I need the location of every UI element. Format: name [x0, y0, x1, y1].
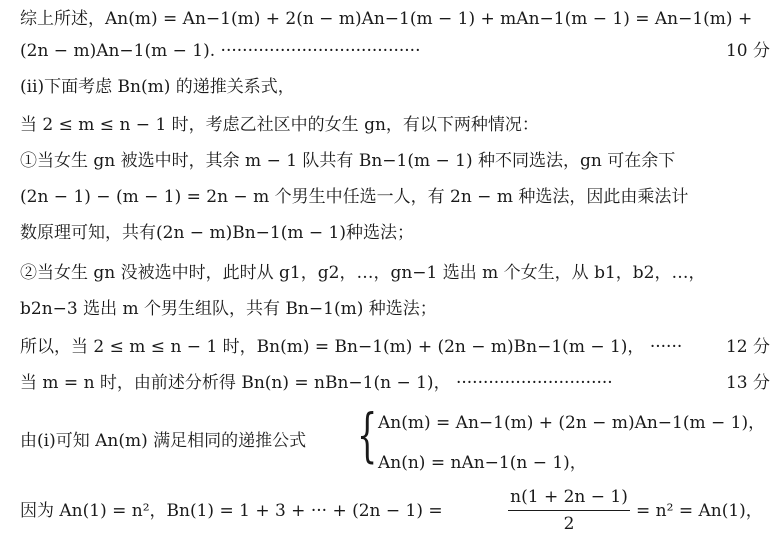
text-line-case-2: ②当女生 gn 没被选中时，此时从 g1，g2，…，gn−1 选出 m 个女生，从 b1，b2，…，	[20, 263, 706, 283]
fraction-denominator: 2	[563, 514, 575, 534]
system-brace: {	[357, 401, 378, 469]
text-line-boundary: 当 m = n 时，由前述分析得 Bn(n) = nBn−1(n − 1)， ·····························	[20, 373, 613, 393]
fraction-numerator: n(1 + 2n − 1)	[510, 487, 628, 507]
fraction-bar	[508, 510, 630, 511]
text-line-summary: 综上所述，An(m) = An−1(m) + 2(n − m)An−1(m − 1) + mAn−1(m − 1) = An−1(m) +	[20, 9, 753, 29]
text-line-case-range: 当 2 ≤ m ≤ n − 1 时，考虑乙社区中的女生 gn，有以下两种情况：	[20, 115, 539, 135]
score-12: 12 分	[725, 337, 770, 357]
text-line-initial: 因为 An(1) = n²，Bn(1) = 1 + 3 + ··· + (2n − 1) =	[20, 501, 443, 521]
fraction	[508, 486, 630, 534]
text-line-part-ii: (ⅱ)下面考虑 Bn(m) 的递推关系式，	[20, 77, 295, 97]
text-line-case-1-cont: (2n − 1) − (m − 1) = 2n − m 个男生中任选一人，有 2n − m 种选法，因此由乘法计	[20, 187, 689, 207]
text-line-compare-lead: 由(ⅰ)可知 An(m) 满足相同的递推公式	[20, 431, 307, 451]
system-equation-1: An(m) = An−1(m) + (2n − m)An−1(m − 1)，	[378, 413, 766, 433]
text-line-case-2-cont: b2n−3 选出 m 个男生组队，共有 Bn−1(m) 种选法；	[20, 299, 437, 319]
system-equation-2: An(n) = nAn−1(n − 1)，	[378, 453, 587, 473]
text-line-case-1: ①当女生 gn 被选中时，其余 m − 1 队共有 Bn−1(m − 1) 种不同选法，gn 可在余下	[20, 151, 676, 171]
text-line-recurrence-a: (2n − m)An−1(m − 1). ·····································	[20, 41, 421, 61]
score-10: 10 分	[725, 41, 770, 61]
text-line-case-1-result: 数原理可知，共有(2n − m)Bn−1(m − 1)种选法；	[20, 223, 414, 243]
score-13: 13 分	[725, 373, 770, 393]
text-line-initial-tail: = n² = An(1)，	[636, 501, 763, 521]
text-line-recurrence-b: 所以，当 2 ≤ m ≤ n − 1 时，Bn(m) = Bn−1(m) + (2n − m)Bn−1(m − 1)， ······	[20, 337, 683, 357]
